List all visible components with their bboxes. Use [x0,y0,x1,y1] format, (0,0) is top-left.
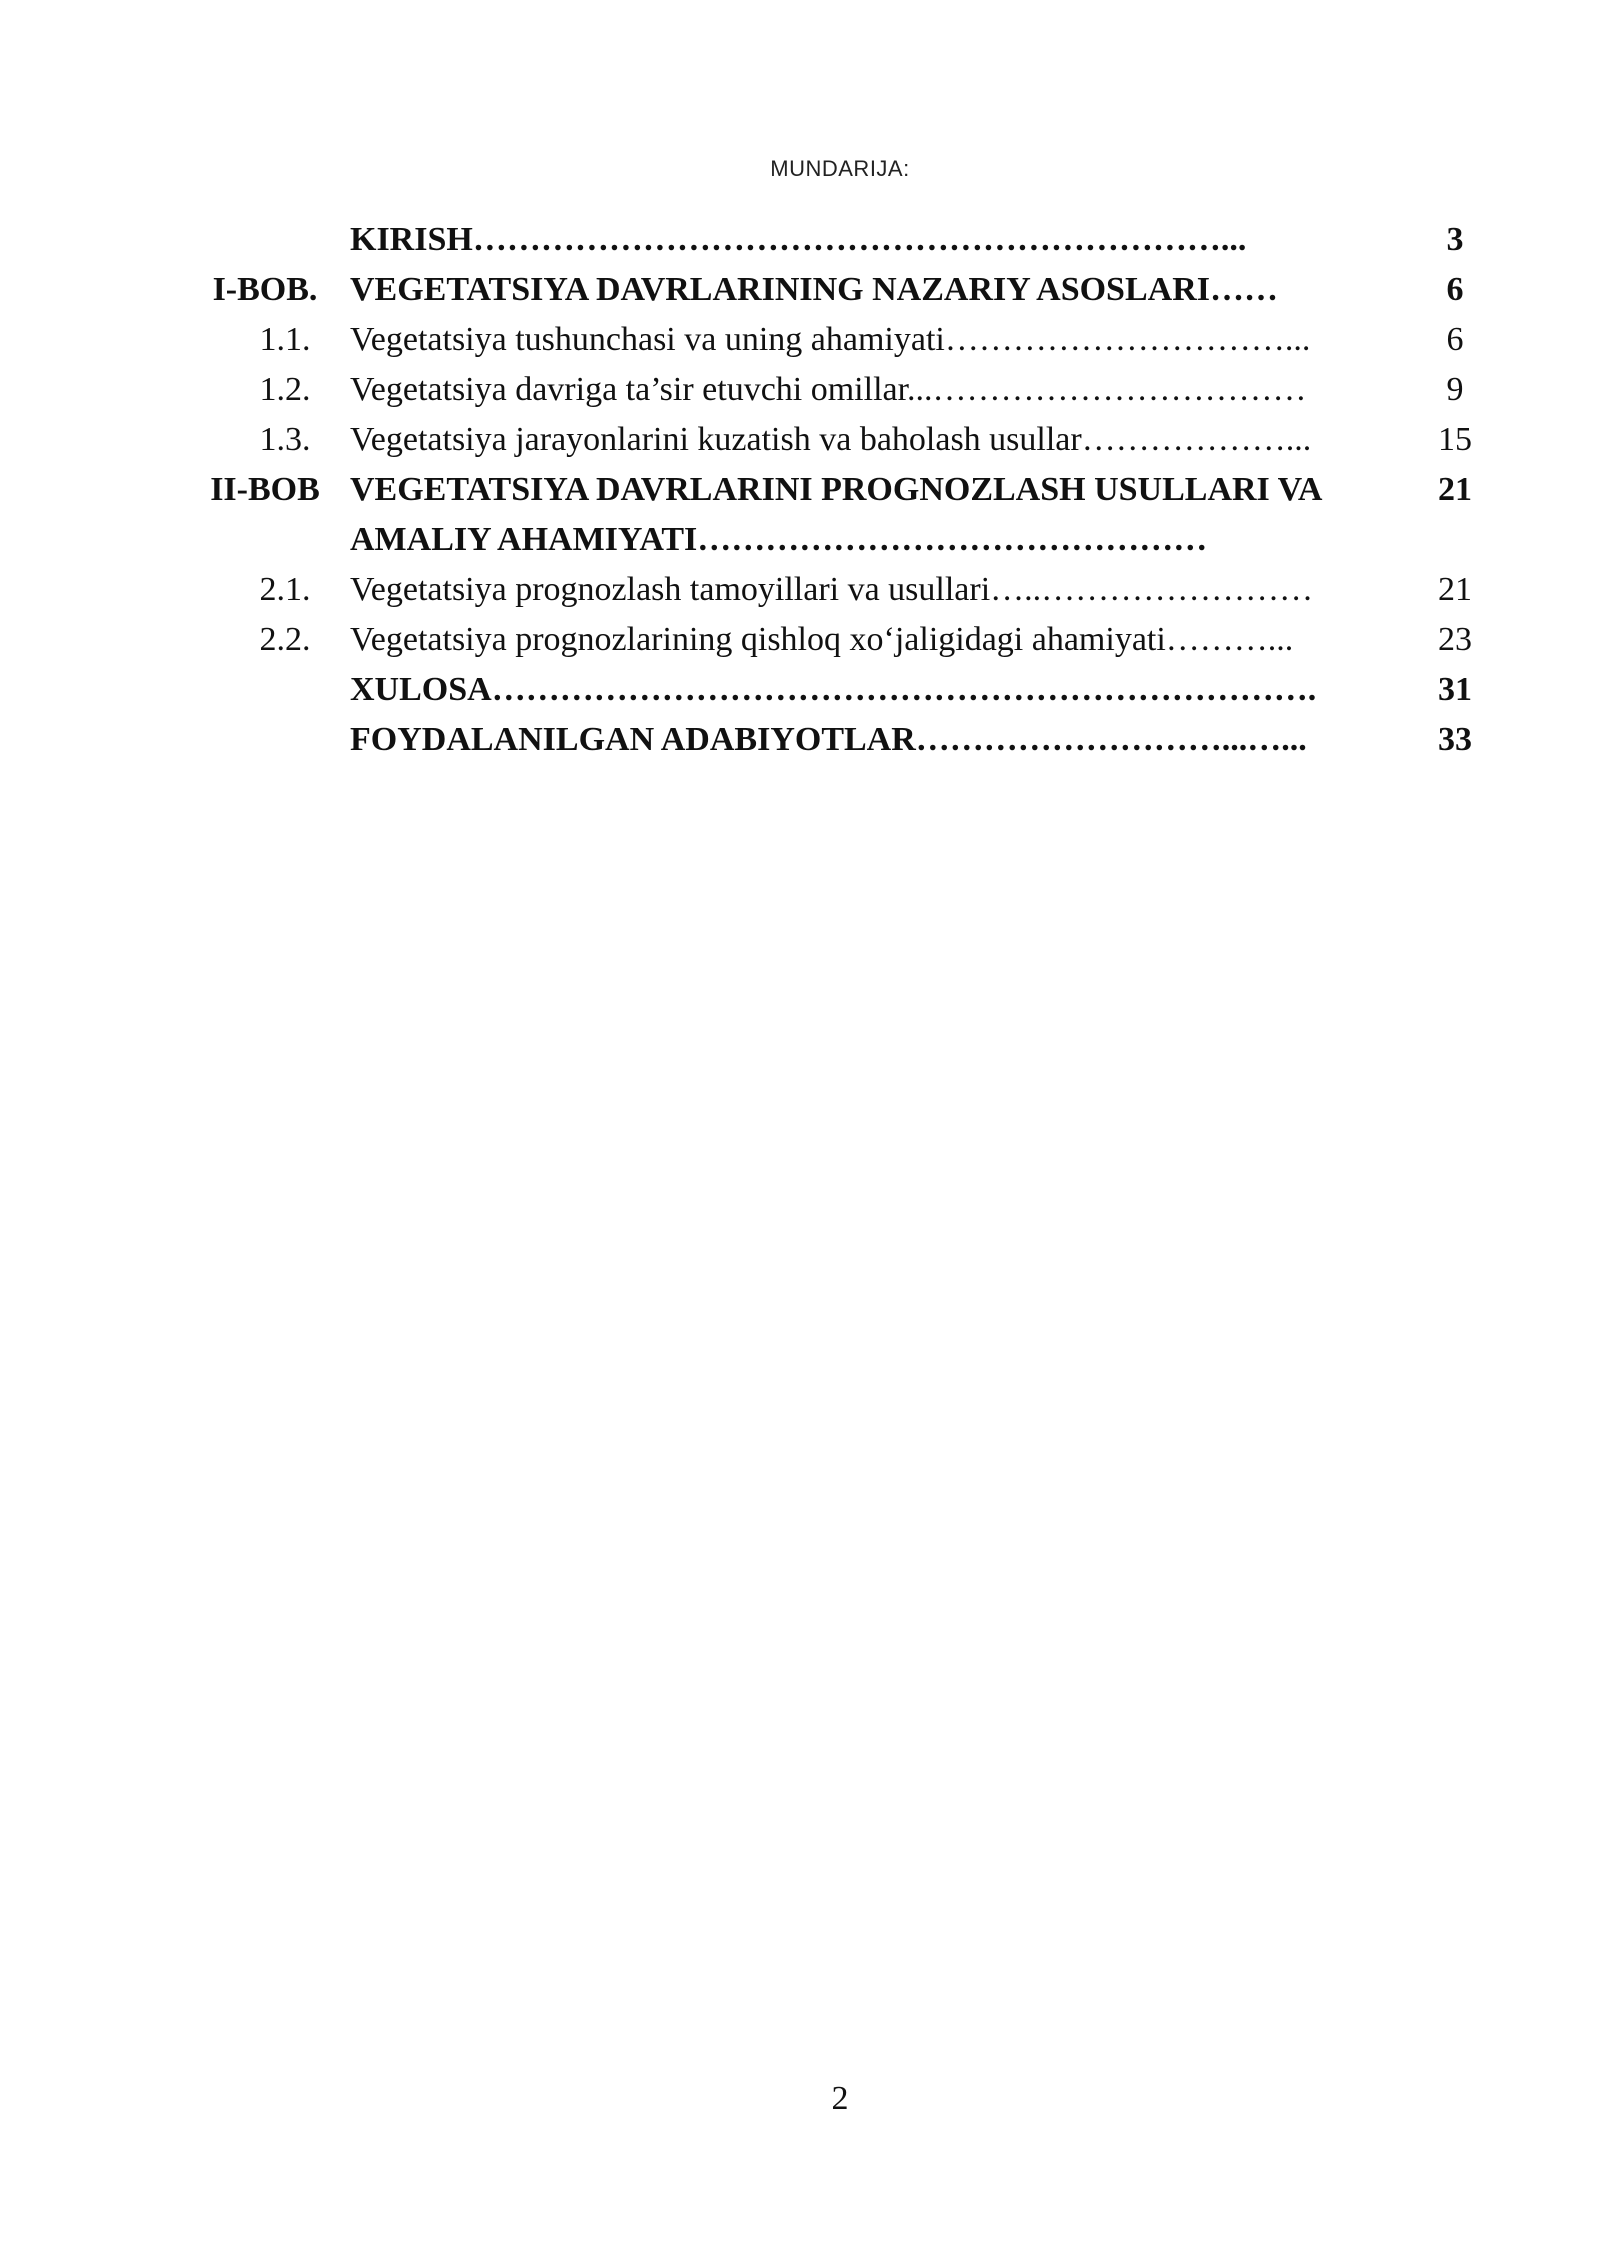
table-of-contents [190,215,1490,765]
toc-entry-2-1 [190,565,1490,615]
toc-entry-page: 31 [1438,671,1472,708]
toc-entry-number: II-BOB [210,471,320,508]
toc-entry-number: 1.2. [259,371,311,408]
toc-entry-page: 21 [1438,471,1472,508]
toc-entry-1-2 [190,365,1490,415]
toc-entry-label: VEGETATSIYA DAVRLARINI PROGNOZLASH USULLARI VA AMALIY AHAMIYATI……………………………………… [350,471,1321,558]
toc-entry-label: Vegetatsiya tushunchasi va uning ahamiyati…………………………... [350,321,1311,358]
toc-entry-1-1 [190,315,1490,365]
toc-entry-label: KIRISH…………………………………………………………... [350,221,1247,258]
toc-entry-label: Vegetatsiya davriga ta’sir etuvchi omillar...…………………………… [350,371,1307,408]
toc-entry-number: I-BOB. [212,271,318,308]
toc-entry-label: Vegetatsiya jarayonlarini kuzatish va baholash usullar………………... [350,421,1312,458]
toc-entry-label: Vegetatsiya prognozlash tamoyillari va usullari…..…………………… [350,571,1314,608]
toc-heading: MUNDARIJA: [770,156,910,181]
toc-entry-page: 6 [1446,321,1464,358]
toc-entry-kirish [190,215,1490,265]
toc-entry-bibliography [190,715,1490,765]
toc-entry-2-2 [190,615,1490,665]
toc-entry-page: 3 [1446,221,1464,258]
toc-entry-page: 15 [1438,421,1472,458]
toc-entry-number: 1.3. [259,421,311,458]
toc-entry-label: FOYDALANILGAN ADABIYOTLAR………………………...…... [350,721,1307,758]
toc-entry-number: 2.2. [259,621,311,658]
toc-entry-label: Vegetatsiya prognozlarining qishloq xo‘jaligidagi ahamiyati………... [350,621,1294,658]
toc-entry-page: 33 [1438,721,1472,758]
toc-entry-page: 21 [1438,571,1472,608]
toc-entry-1-3 [190,415,1490,465]
toc-entry-label: VEGETATSIYA DAVRLARINING NAZARIY ASOSLARI…… [350,271,1278,308]
toc-entry-page: 9 [1446,371,1464,408]
toc-entry-number: 1.1. [259,321,311,358]
toc-entry-xulosa [190,665,1490,715]
toc-entry-chapter-1 [190,265,1490,315]
toc-entry-number: 2.1. [259,571,311,608]
toc-entry-label: XULOSA………………………………………………………………. [350,671,1317,708]
toc-entry-chapter-2 [190,465,1490,565]
toc-entry-page: 6 [1446,271,1464,308]
page-number: 2 [831,2080,849,2117]
toc-entry-page: 23 [1438,621,1472,658]
